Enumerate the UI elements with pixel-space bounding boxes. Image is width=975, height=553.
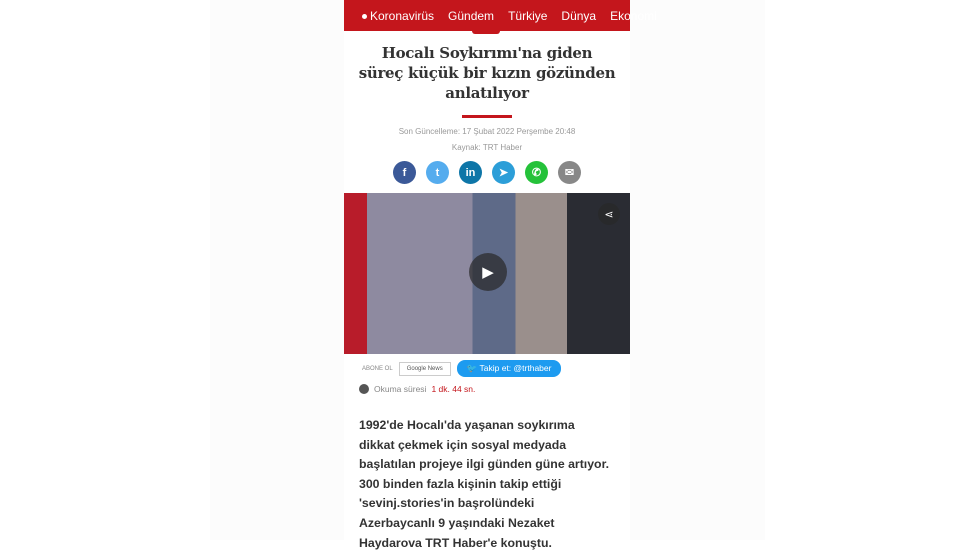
linkedin-icon[interactable]: in xyxy=(459,161,482,184)
title-divider xyxy=(462,115,512,118)
nav-item-dunya[interactable]: Dünya xyxy=(561,8,597,23)
reading-time xyxy=(359,384,630,394)
nav-active-notch xyxy=(472,30,500,34)
video-player[interactable] xyxy=(344,193,630,354)
nav-item-ekonomi[interactable]: Ekonomi xyxy=(610,8,657,23)
reading-label: Okuma süresi xyxy=(374,384,427,394)
facebook-icon[interactable]: f xyxy=(393,161,416,184)
twitter-follow-button[interactable] xyxy=(457,360,562,377)
source: Kaynak: TRT Haber xyxy=(451,143,523,152)
play-icon[interactable]: ▶ xyxy=(469,253,507,291)
reading-time-value: 1 dk. 44 sn. xyxy=(431,384,476,394)
article-column xyxy=(344,0,657,550)
twitter-icon[interactable]: t xyxy=(426,161,449,184)
clock-icon xyxy=(359,384,369,394)
article-lead: 1992'de Hocalı'da yaşanan soykırıma dikkat çekmek için sosyal medyada başlatılan projeye ilgi günden güne artıyor. 300 binden fazla kişinin takip ettiği 'sevinj.stories'in başrolündeki Azerbaycanlı 9 yaşındaki Nezaket Haydarova TRT Haber'e konuştu. xyxy=(359,418,610,550)
updated-date: Son Güncelleme: 17 Şubat 2022 Perşembe 20:48 xyxy=(398,127,576,136)
dot-icon xyxy=(362,14,367,19)
twitter-follow-label: Takip et: @trthaber xyxy=(479,363,552,373)
nav-item-koronavirus[interactable] xyxy=(362,9,434,23)
google-news-button[interactable]: Google News xyxy=(399,362,451,376)
top-nav xyxy=(344,0,657,31)
nav-item-gundem[interactable]: Gündem xyxy=(448,8,495,23)
share-icon[interactable]: ⋖ xyxy=(598,203,620,225)
share-buttons xyxy=(344,161,630,184)
email-icon[interactable]: ✉ xyxy=(558,161,581,184)
article-title: Hocalı Soykırımı'na giden süreç küçük bir kızın gözünden anlatılıyor xyxy=(358,44,616,102)
subscribe-label: ABONE OL xyxy=(362,365,393,372)
telegram-icon[interactable]: ➤ xyxy=(492,161,515,184)
follow-bar xyxy=(362,360,630,377)
twitter-icon: 🐦 xyxy=(466,363,480,373)
whatsapp-icon[interactable]: ✆ xyxy=(525,161,548,184)
nav-label: Koronavirüs xyxy=(370,8,435,23)
nav-item-turkiye[interactable]: Türkiye xyxy=(508,8,548,23)
